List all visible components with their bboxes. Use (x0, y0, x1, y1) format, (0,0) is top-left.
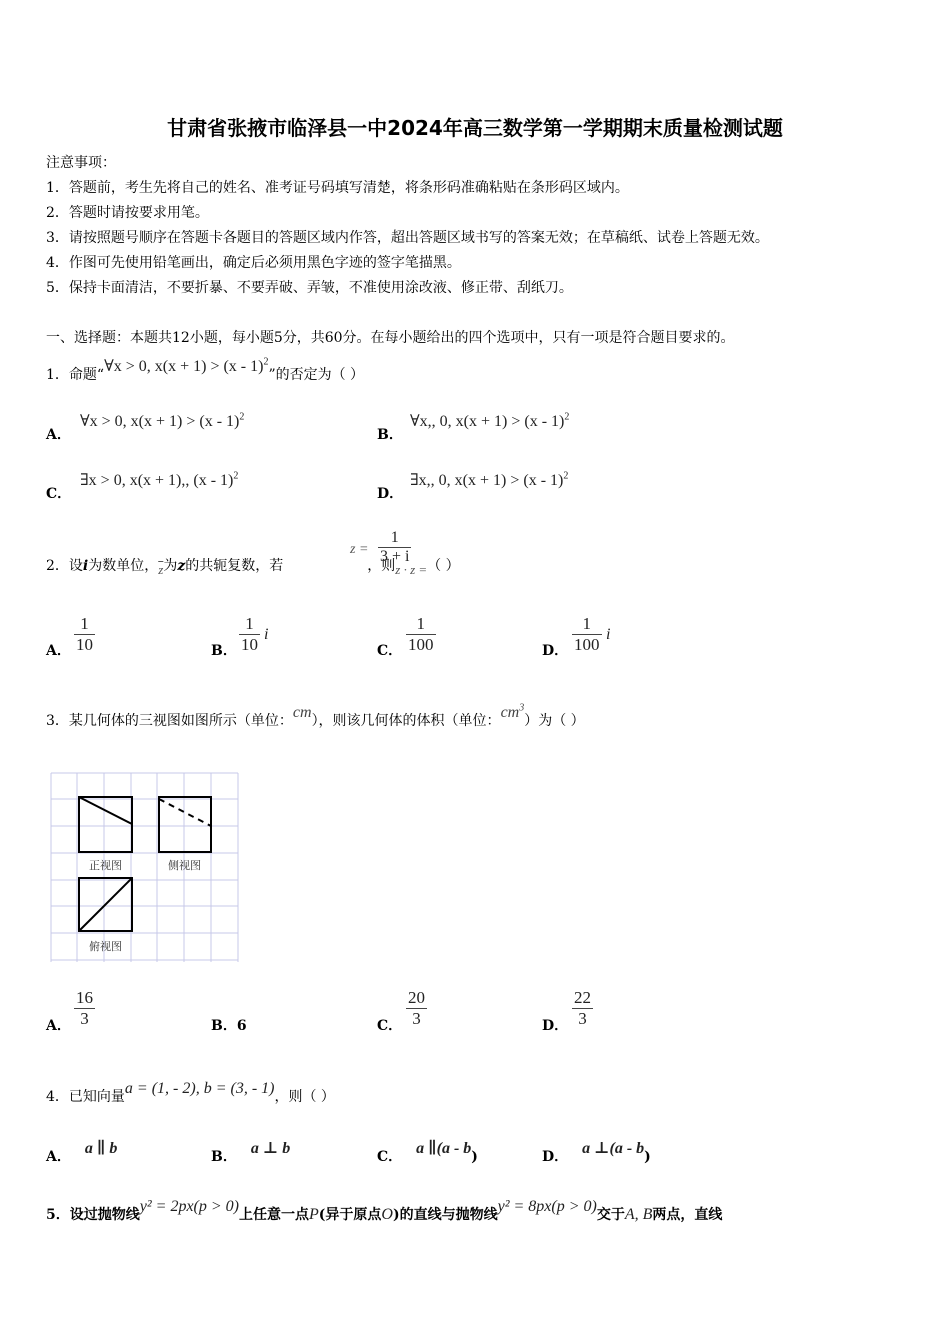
q3-option-a[interactable]: $\frac{16}{3}$ (76, 988, 93, 1028)
section-heading: 一、选择题：本题共12小题，每小题5分，共60分。在每小题给出的四个选项中，只有一项是符合题目要求的。 (46, 330, 735, 346)
q2-option-b-i: i (264, 626, 269, 643)
question-2: 2．设i为数单位，$\overline{z}$为z的共轭复数，若 ，则z · z =（ ） (46, 558, 460, 577)
q2-option-d-label: D． (542, 643, 569, 659)
question-1 (46, 356, 365, 384)
notice-item-1: 1．答题前，考生先将自己的姓名、准考证号码填写清楚，将条形码准确粘贴在条形码区域内。 (46, 180, 629, 196)
q1-suffix: ”的否定为（ ） (268, 367, 365, 383)
q2-option-d-i: i (606, 626, 611, 643)
q3-option-b[interactable]: B．6 (211, 1018, 247, 1034)
q4-option-a[interactable]: A． a ∥ b (46, 1140, 118, 1165)
q1-prefix: 1．命题“ (46, 367, 105, 383)
notice-heading: 注意事项： (46, 155, 116, 171)
q2-z-eq: z = (350, 542, 369, 557)
front-view-line (79, 797, 132, 824)
top-view-line (79, 878, 132, 931)
three-view-figure (46, 770, 241, 965)
side-view-square (159, 797, 211, 852)
label-side-view: 侧视图 (168, 859, 201, 872)
q1-option-d-label: D． (377, 486, 404, 502)
page-title: 甘肃省张掖市临泽县一中2024年高三数学第一学期期末质量检测试题 (167, 116, 783, 140)
label-front-view: 正视图 (89, 859, 122, 872)
q2-option-a-label: A． (46, 643, 71, 659)
question-4: 4．已知向量a = (1, - 2), b = (3, - 1)，则（ ） (46, 1080, 335, 1105)
q1-option-a-label: A． (46, 427, 71, 443)
q3-option-d[interactable]: $\frac{22}{3}$ (574, 988, 591, 1028)
q3-option-c[interactable]: $\frac{20}{3}$ (408, 988, 425, 1028)
question-5: 5．设过抛物线y² = 2px(p > 0)上任意一点P(异于原点O)的直线与抛物线y² = 8px(p > 0)交于A, B两点，直线 (46, 1198, 723, 1223)
q2-fraction: $\frac{1}{3 + i}$ (380, 529, 410, 565)
q1-option-b[interactable]: ∀x,, 0, x(x + 1) > (x - 1)$^2$ (410, 411, 570, 430)
q2-option-c[interactable]: $\frac{1}{100}$ (408, 614, 434, 654)
notice-item-4: 4．作图可先使用铅笔画出，确定后必须用黑色字迹的签字笔描黑。 (46, 255, 461, 271)
q4-option-d[interactable]: D． a ⊥(a - b) (542, 1140, 651, 1165)
q1-option-a[interactable]: ∀x > 0, x(x + 1) > (x - 1)$^2$ (80, 411, 245, 430)
q1-statement: ∀x > 0, x(x + 1) > (x - 1)$^2$ (104, 356, 269, 375)
notice-item-3: 3．请按照题号顺序在答题卡各题目的答题区域内作答，超出答题区域书写的答案无效；在草稿纸、试卷上答题无效。 (46, 230, 769, 246)
q2-option-a[interactable]: $\frac{1}{10}$ (76, 614, 93, 654)
q1-option-b-label: B． (377, 427, 403, 443)
question-3: 3．某几何体的三视图如图所示（单位：cm），则该几何体的体积（单位：$cm^3$）为（ ） (46, 702, 585, 729)
q3-option-a-label: A． (46, 1018, 71, 1034)
label-top-view: 俯视图 (89, 940, 122, 953)
q1-option-d[interactable]: ∃x,, 0, x(x + 1) > (x - 1)$^2$ (410, 470, 569, 489)
q2-option-d[interactable]: $\frac{1}{100}$ (574, 614, 600, 654)
q4-option-c[interactable]: C． a ∥(a - b) (377, 1140, 478, 1165)
notice-item-2: 2．答题时请按要求用笔。 (46, 205, 209, 221)
q1-option-c-label: C． (46, 486, 72, 502)
q3-option-d-label: D． (542, 1018, 569, 1034)
q2-option-b[interactable]: $\frac{1}{10}$ (241, 614, 258, 654)
q2-option-c-label: C． (377, 643, 403, 659)
side-view-dashed (159, 799, 211, 826)
q3-option-c-label: C． (377, 1018, 403, 1034)
q1-option-c[interactable]: ∃x > 0, x(x + 1),, (x - 1)$^2$ (80, 470, 239, 489)
notice-item-5: 5．保持卡面清洁，不要折暴、不要弄破、弄皱，不准使用涂改液、修正带、刮纸刀。 (46, 280, 573, 296)
front-view-square (79, 797, 132, 852)
q4-option-b[interactable]: B． a ⊥ b (211, 1140, 291, 1165)
q2-option-b-label: B． (211, 643, 237, 659)
